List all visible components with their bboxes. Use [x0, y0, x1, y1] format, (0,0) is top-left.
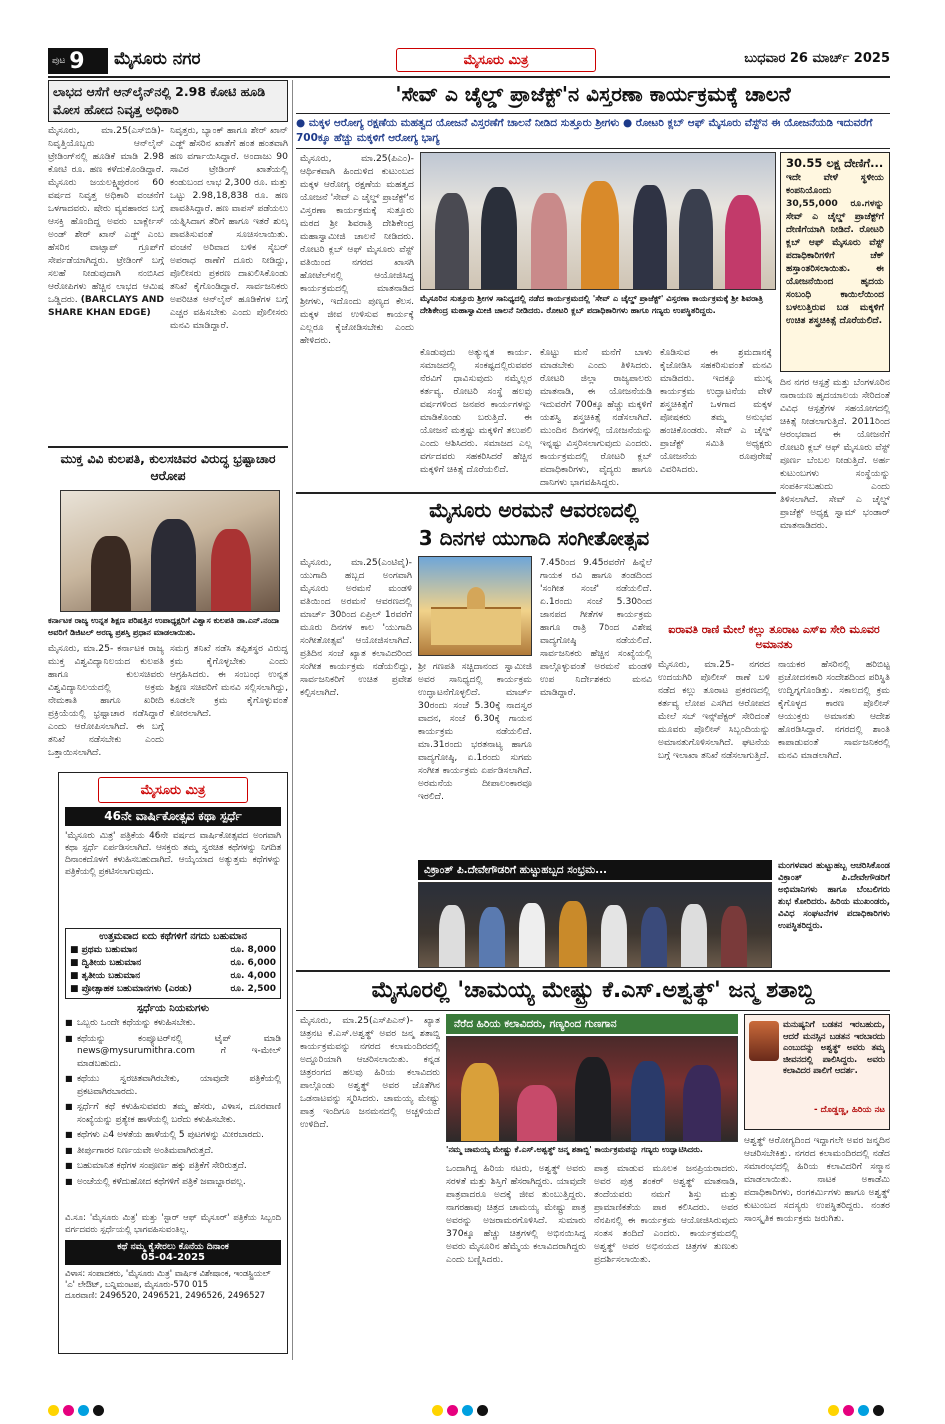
- contest-note: ವಿ.ಸೂ: 'ಮೈಸೂರು ಮಿತ್ರ' ಮತ್ತು 'ಸ್ಟಾರ್ ಆಫ್ ಮೈಸೂರ್' ಪತ್ರಿಕೆಯ ಸಿಬ್ಬಂದಿ ವರ್ಗದವರು ಸ್ಪರ್ಧೆಯಲ್ಲಿ ಭಾಗವಹಿಸುವಂತಿಲ್ಲ.: [65, 1213, 281, 1235]
- prize-label: ■ ಪ್ರಥಮ ಬಹುಮಾನ: [70, 945, 138, 955]
- prize-amount: ರೂ. 8,000: [230, 945, 276, 955]
- color-registration-center: [432, 1400, 492, 1419]
- vc-story-col2: ಸಮಗ್ರ ತನಿಖೆ ನಡೆಸಿ ತಪ್ಪಿತಸ್ಥರ ವಿರುದ್ಧ ಕ್ರಮ ಕೈಗೊಳ್ಳಬೇಕು ಎಂದು ಆಗ್ರಹಿಸಿದರು. ಈ ಸಂಬಂಧ ಉನ್ನತ ಶಿಕ್ಷಣ ಸಚಿವರಿಗೆ ಮನವಿ ಸಲ್ಲಿಸಲಾಗಿದ್ದು, ಕೂಡಲೇ ಕ್ರಮ ಕೈಗೊಳ್ಳುವಂತೆ ಕೋರಲಾಗಿದೆ.: [170, 643, 288, 719]
- yugadi-palace-photo: [418, 556, 532, 656]
- divider: [296, 970, 890, 972]
- prize-label: ■ ಪ್ರೋತ್ಸಾಹಕ ಬಹುಮಾನಗಳು (ಎರಡು): [70, 984, 192, 994]
- color-registration-right: [828, 1400, 888, 1419]
- contest-box: [58, 772, 288, 1354]
- contest-rules-title: ಸ್ಪರ್ಧೆಯ ನಿಯಮಗಳು: [136, 1003, 210, 1014]
- contest-rule-item: ■ ಕಥೆಯು ಸ್ವರಚಿತವಾಗಿರಬೇಕು, ಯಾವುದೇ ಪತ್ರಿಕೆಯಲ್ಲಿ ಪ್ರಕಟವಾಗಿರಬಾರದು.: [65, 1073, 281, 1098]
- bullet-icon: ●: [622, 117, 636, 129]
- masthead-text: ಮೈಸೂರು ಮಿತ್ರ: [463, 52, 529, 68]
- page-label: ಪುಟ: [52, 56, 66, 66]
- fraud-story-col1: [48, 124, 164, 442]
- contest-logo: [98, 777, 248, 803]
- contest-rule-item: ■ ಬಹುಮಾನಿತ ಕಥೆಗಳ ಸಂಪೂರ್ಣ ಹಕ್ಕು ಪತ್ರಿಕೆಗೆ ಸೇರಿರುತ್ತದೆ.: [65, 1160, 281, 1173]
- child-story-photo: [420, 152, 776, 290]
- divider: [296, 492, 776, 494]
- yugadi-col1: ಮೈಸೂರು, ಮಾ.25(ಎಂಟಿವೈ)- ಯುಗಾದಿ ಹಬ್ಬದ ಅಂಗವಾಗಿ ಮೈಸೂರು ಅರಮನೆ ಮಂಡಳಿ ವತಿಯಿಂದ ಅರಮನೆ ಆವರಣದಲ್ಲಿ ಮಾರ್ಚ್ 30ರಿಂದ ಏಪ್ರಿಲ್ 1ರವರೆಗೆ ಮೂರು ದಿನಗಳ ಕಾಲ 'ಯುಗಾದಿ ಸಂಗೀತೋತ್ಸವ' ಆಯೋಜಿಸಲಾಗಿದೆ. ಪ್ರತಿದಿನ ಸಂಜೆ ಖ್ಯಾತ ಕಲಾವಿದರಿಂದ ಸಂಗೀತ ಕಾರ್ಯಕ್ರಮ ನಡೆಯಲಿದ್ದು, ಸಾರ್ವಜನಿಕರಿಗೆ ಉಚಿತ ಪ್ರವೇಶ ಕಲ್ಪಿಸಲಾಗಿದೆ.: [300, 557, 412, 698]
- yugadi-headline-line1: ಮೈಸೂರು ಅರಮನೆ ಆವರಣದಲ್ಲಿ: [429, 498, 639, 522]
- ashwath-headline: ಮೈಸೂರಲ್ಲಿ 'ಚಾಮಯ್ಯ ಮೇಷ್ಟ್ರು ಕೆ.ಎಸ್.ಅಶ್ವತ್ಥ್' ಜನ್ಮ ಶತಾಬ್ದಿ: [371, 978, 815, 1003]
- stone-story-col2: ನಾಯಕರ ಹೆಸರಿನಲ್ಲಿ ಹರಿಬಿಟ್ಟ ಪ್ರಚೋದನಕಾರಿ ಸಂದೇಶದಿಂದ ಪರಿಸ್ಥಿತಿ ಉದ್ವಿಗ್ನಗೊಂಡಿತ್ತು. ಸಕಾಲದಲ್ಲಿ ಕ್ರಮ ಕೈಗೊಳ್ಳದ ಕಾರಣ ಪೊಲೀಸ್ ಆಯುಕ್ತರು ಅಮಾನತು ಆದೇಶ ಹೊರಡಿಸಿದ್ದಾರೆ. ನಗರದಲ್ಲಿ ಶಾಂತಿ ಕಾಪಾಡುವಂತೆ ಸಾರ್ವಜನಿಕರಲ್ಲಿ ಮನವಿ ಮಾಡಲಾಗಿದೆ.: [778, 659, 890, 761]
- child-story-subhead-1: ಮಕ್ಕಳ ಆರೋಗ್ಯ ರಕ್ಷಣೆಯ ಮಹತ್ವದ ಯೋಜನೆ ವಿಸ್ತರಣೆಗೆ ಚಾಲನೆ ನೀಡಿದ ಸುತ್ತೂರು ಶ್ರೀಗಳು: [308, 117, 620, 129]
- contest-rule-item: ■ ಸ್ಪರ್ಧೆಗೆ ಕಥೆ ಕಳುಹಿಸುವವರು ತಮ್ಮ ಹೆಸರು, ವಿಳಾಸ, ದೂರವಾಣಿ ಸಂಖ್ಯೆಯನ್ನು ಪ್ರತ್ಯೇಕ ಹಾಳೆಯಲ್ಲಿ ಬರೆದು ಕಳುಹಿಸಬೇಕು.: [65, 1101, 281, 1126]
- child-story-col4: ಕೊಡಿಸುವ ಈ ಶ್ರಮದಾನಕ್ಕೆ ಕೈಜೋಡಿಸಿ ಸಹಕರಿಸುವಂತೆ ಮನವಿ ಮಾಡಿದರು. ಇದಕ್ಕೂ ಮುನ್ನ ಕಾರ್ಯಕ್ರಮ ಉದ್ಘಾಟನೆಯ ವೇಳೆ ಶಸ್ತ್ರಚಿಕಿತ್ಸೆಗೆ ಒಳಗಾದ ಮಕ್ಕಳ ಪೋಷಕರು ತಮ್ಮ ಅನುಭವ ಹಂಚಿಕೊಂಡರು. ಸೇವ್ ಎ ಚೈಲ್ಡ್ ಪ್ರಾಜೆಕ್ಟ್ ಸಮಿತಿ ಅಧ್ಯಕ್ಷರು ಯೋಜನೆಯ ರೂಪುರೇಷೆ ವಿವರಿಸಿದರು.: [660, 347, 772, 475]
- contest-address: ವಿಳಾಸ: ಸಂಪಾದಕರು, 'ಮೈಸೂರು ಮಿತ್ರ' ವಾರ್ಷಿಕ ವಿಶೇಷಾಂಕ, ಇಂಡಸ್ಟ್ರಿಯಲ್ 'ಎ' ಲೇಔಟ್, ಬನ್ನಿಮಂಟಪ, ಮೈಸೂರು-570 015: [65, 1268, 271, 1289]
- contest-rules-list: [65, 1017, 281, 1213]
- page-header: [48, 48, 890, 74]
- contest-rule-item: ■ ಕಥೆಯನ್ನು ಕಂಪ್ಯೂಟರ್‌ನಲ್ಲಿ ಟೈಪ್ ಮಾಡಿ news@mysurumithra.com ಗೆ ಇ-ಮೇಲ್ ಮಾಡಬಹುದು.: [65, 1033, 281, 1071]
- prize-amount: ರೂ. 4,000: [230, 971, 276, 981]
- child-story-col2: ಕೊಡುವುದು ಅತ್ಯುನ್ನತ ಕಾರ್ಯ. ಸಮಾಜದಲ್ಲಿ ಸಂಕಷ್ಟದಲ್ಲಿರುವವರ ನೆರವಿಗೆ ಧಾವಿಸುವುದು ನಮ್ಮೆಲ್ಲರ ಕರ್ತವ್ಯ. ರೋಟರಿ ಸಂಸ್ಥೆ ಹಲವು ವರ್ಷಗಳಿಂದ ಜನಪರ ಕಾರ್ಯಗಳನ್ನು ಮಾಡಿಕೊಂಡು ಬರುತ್ತಿದೆ. ಈ ಯೋಜನೆ ಮತ್ತಷ್ಟು ಮಕ್ಕಳಿಗೆ ತಲುಪಲಿ ಎಂದು ಆಶಿಸಿದರು. ಸಮಾಜದ ಎಲ್ಲ ವರ್ಗದವರು ಸಹಕರಿಸಿದರೆ ಹೆಚ್ಚಿನ ಮಕ್ಕಳಿಗೆ ಚಿಕಿತ್ಸೆ ದೊರೆಯಲಿದೆ.: [420, 347, 532, 475]
- contest-rule-item: ■ ಒಬ್ಬರು ಒಂದೇ ಕಥೆಯನ್ನು ಕಳುಹಿಸಬೇಕು.: [65, 1017, 281, 1030]
- ashwath-col3: ಪಾತ್ರ ಮಾಡುವ ಮೂಲಕ ಜನಪ್ರಿಯರಾದರು. ಅವರ ಪುತ್ರ ಶಂಕರ್ ಅಶ್ವತ್ಥ್ ಮಾತನಾಡಿ, ತಂದೆಯವರು ನಮಗೆ ಶಿಸ್ತು ಮತ್ತು ಪ್ರಾಮಾಣಿಕತೆಯ ಪಾಠ ಕಲಿಸಿದರು. ಅವರ ನೆನಪಿನಲ್ಲಿ ಈ ಕಾರ್ಯಕ್ರಮ ಆಯೋಜಿಸಿರುವುದು ಸಂತಸ ತಂದಿದೆ ಎಂದರು. ಕಾರ್ಯಕ್ರಮದಲ್ಲಿ ಅಶ್ವತ್ಥ್ ಅವರ ಅಭಿನಯದ ಚಿತ್ರಗಳ ತುಣುಕು ಪ್ರದರ್ಶಿಸಲಾಯಿತು.: [594, 1163, 738, 1265]
- fraud-story-col1-tag: (BARCLAYS AND SHARE KHAN EDGE): [48, 294, 164, 318]
- contest-intro: 'ಮೈಸೂರು ಮಿತ್ರ' ಪತ್ರಿಕೆಯ 46ನೇ ವರ್ಷದ ವಾರ್ಷಿಕೋತ್ಸವದ ಅಂಗವಾಗಿ ಕಥಾ ಸ್ಪರ್ಧೆ ಏರ್ಪಡಿಸಲಾಗಿದೆ. ಆಸಕ್ತರು ತಮ್ಮ ಸ್ವರಚಿತ ಕಥೆಗಳನ್ನು ನಿಗದಿತ ದಿನಾಂಕದೊಳಗೆ ಕಳುಹಿಸಬಹುದಾಗಿದೆ. ಆಯ್ಕೆಯಾದ ಅತ್ಯುತ್ತಮ ಕಥೆಗಳನ್ನು ಪತ್ರಿಕೆಯಲ್ಲಿ ಪ್ರಕಟಿಸಲಾಗುವುದು.: [65, 831, 281, 877]
- color-registration-left: [48, 1400, 108, 1419]
- ashwath-quote-author: - ದೊಡ್ಡಣ್ಣ, ಹಿರಿಯ ನಟ: [814, 1105, 885, 1115]
- vc-story-headline: ಮುಕ್ತ ವಿವಿ ಕುಲಪತಿ, ಕುಲಸಚಿವರ ವಿರುದ್ಧ ಭ್ರಷ್ಟಾಚಾರ ಆರೋಪ: [60, 451, 276, 483]
- vc-story-caption: ಕರ್ನಾಟಕ ರಾಜ್ಯ ಉನ್ನತ ಶಿಕ್ಷಣ ಪರಿಷತ್ತಿನ ಉಪಾಧ್ಯಕ್ಷರಿಗೆ ವಿಶ್ವಾಸ ಕುಲಪತಿ ಡಾ.ಎನ್.ನಂದಾ ಅವರಿಗೆ ಡಿಜಿಟಲ್ ಅರಣ್ಯ ಪ್ರಶಸ್ತಿ ಪ್ರಧಾನ ಮಾಡಲಾಯಿತು.: [48, 616, 280, 637]
- contest-title: 46ನೇ ವಾರ್ಷಿಕೋತ್ಸವ ಕಥಾ ಸ್ಪರ್ಧೆ: [65, 807, 281, 826]
- child-story-col1: ಮೈಸೂರು, ಮಾ.25(ಪಿಎಂ)- ಆರ್ಥಿಕವಾಗಿ ಹಿಂದುಳಿದ ಕುಟುಂಬದ ಮಕ್ಕಳ ಆರೋಗ್ಯ ರಕ್ಷಣೆಯ ಮಹತ್ವದ ಯೋಜನೆ 'ಸೇವ್ ಎ ಚೈಲ್ಡ್ ಪ್ರಾಜೆಕ್ಟ್'ನ ವಿಸ್ತರಣಾ ಕಾರ್ಯಕ್ರಮಕ್ಕೆ ಸುತ್ತೂರು ಮಠದ ಶ್ರೀ ಶಿವರಾತ್ರಿ ದೇಶಿಕೇಂದ್ರ ಮಹಾಸ್ವಾಮೀಜಿ ಚಾಲನೆ ನೀಡಿದರು. ರೋಟರಿ ಕ್ಲಬ್ ಆಫ್ ಮೈಸೂರು ವೆಸ್ಟ್ ವತಿಯಿಂದ ನಗರದ ಖಾಸಗಿ ಹೋಟೆಲ್‌ನಲ್ಲಿ ಆಯೋಜಿಸಿದ್ದ ಕಾರ್ಯಕ್ರಮದಲ್ಲಿ ಮಾತನಾಡಿದ ಶ್ರೀಗಳು, ಇದೊಂದು ಪುಣ್ಯದ ಕೆಲಸ. ಮಕ್ಕಳ ಜೀವ ಉಳಿಸುವ ಕಾರ್ಯಕ್ಕೆ ಎಲ್ಲರೂ ಕೈಜೋಡಿಸಬೇಕು ಎಂದು ಹೇಳಿದರು.: [300, 153, 414, 346]
- divider: [296, 1010, 890, 1011]
- contest-deadline-date: 05-04-2025: [141, 1252, 205, 1263]
- donation-sidebar-title: 30.55 ಲಕ್ಷ ದೇಣಿಗೆ...: [786, 156, 884, 170]
- ashwath-quote-box: [744, 1014, 890, 1130]
- contest-deadline-label: ಕಥೆ ನಮ್ಮ ಕೈಸೇರಲು ಕೊನೆಯ ದಿನಾಂಕ: [117, 1242, 229, 1252]
- divider: [48, 446, 288, 448]
- donation-sidebar: [780, 152, 890, 372]
- fraud-story-col2: ನಿವೃತ್ತರು, ಬ್ಯಾಂಕ್ ಹಾಗೂ ಶೇರ್ ಖಾನ್ ಎಡ್ಜ್ ಹೆಸರಿನ ಖಾತೆಗೆ ಹಂತ ಹಂತವಾಗಿ ಹಣ ವರ್ಗಾಯಿಸಿದ್ದಾರೆ. ಅಂದಾಜು 90 ಸಾವಿರ ಟ್ರೇಡಿಂಗ್ ಖಾತೆಯಲ್ಲಿ ಕಂಡುಬಂದ ಲಾಭ 2,300 ರೂ. ಮತ್ತು ಒಟ್ಟು 2.98,18,838 ರೂ. ಹಣ ಪಾವತಿಸಿದ್ದಾರೆ. ಹಣ ವಾಪಸ್ ಪಡೆಯಲು ಯತ್ನಿಸಿದಾಗ ತೆರಿಗೆ ಹಾಗೂ ಇತರೆ ಶುಲ್ಕ ಪಾವತಿಸುವಂತೆ ಸೂಚಿಸಲಾಯಿತು. ವಂಚನೆ ಅರಿವಾದ ಬಳಿಕ ಸೈಬರ್ ಅಪರಾಧ ಠಾಣೆಗೆ ದೂರು ನೀಡಿದ್ದು, ಪೊಲೀಸರು ಪ್ರಕರಣ ದಾಖಲಿಸಿಕೊಂಡು ತನಿಖೆ ಕೈಗೊಂಡಿದ್ದಾರೆ. ಸಾರ್ವಜನಿಕರು ಅಪರಿಚಿತ ಆನ್‌ಲೈನ್ ಹೂಡಿಕೆಗಳ ಬಗ್ಗೆ ಎಚ್ಚರ ವಹಿಸಬೇಕು ಎಂದು ಪೊಲೀಸರು ಮನವಿ ಮಾಡಿದ್ದಾರೆ.: [170, 125, 288, 331]
- column-divider: [292, 80, 293, 1360]
- yugadi-col2: ಶ್ರೀ ಗಣಪತಿ ಸಚ್ಚಿದಾನಂದ ಸ್ವಾಮೀಜಿ ಅವರ ಸಾನಿಧ್ಯದಲ್ಲಿ ಕಾರ್ಯಕ್ರಮ ಉದ್ಘಾಟನೆಗೊಳ್ಳಲಿದೆ. ಮಾರ್ಚ್ 30ರಂದು ಸಂಜೆ 5.30ಕ್ಕೆ ನಾದಸ್ವರ ವಾದನ, ಸಂಜೆ 6.30ಕ್ಕೆ ಗಾಯನ ಕಾರ್ಯಕ್ರಮ ನಡೆಯಲಿದೆ. ಮಾ.31ರಂದು ಭರತನಾಟ್ಯ ಹಾಗೂ ವಾದ್ಯಗೋಷ್ಠಿ, ಏ.1ರಂದು ಸುಗಮ ಸಂಗೀತ ಕಾರ್ಯಕ್ರಮ ಏರ್ಪಡಿಸಲಾಗಿದೆ. ಅರಮನೆಯ ದೀಪಾಲಂಕಾರವೂ ಇರಲಿದೆ.: [418, 661, 532, 802]
- prize-amount: ರೂ. 6,000: [230, 958, 276, 968]
- ashwath-col1: ಮೈಸೂರು, ಮಾ.25(ಎಸ್‌ಪಿಎನ್)- ಖ್ಯಾತ ಚಿತ್ರನಟ ಕೆ.ಎಸ್.ಅಶ್ವತ್ಥ್ ಅವರ ಜನ್ಮ ಶತಾಬ್ದಿ ಕಾರ್ಯಕ್ರಮವನ್ನು ನಗರದ ಕಲಾಮಂದಿರದಲ್ಲಿ ಅದ್ದೂರಿಯಾಗಿ ಆಚರಿಸಲಾಯಿತು. ಕನ್ನಡ ಚಿತ್ರರಂಗದ ಹಲವು ಹಿರಿಯ ಕಲಾವಿದರು ಪಾಲ್ಗೊಂಡು ಅಶ್ವತ್ಥ್ ಅವರ ಜೊತೆಗಿನ ಒಡನಾಟವನ್ನು ಸ್ಮರಿಸಿದರು. ಚಾಮಯ್ಯ ಮೇಷ್ಟ್ರು ಪಾತ್ರ ಇಂದಿಗೂ ಜನಮನದಲ್ಲಿ ಅಚ್ಚಳಿಯದೆ ಉಳಿದಿದೆ.: [300, 1015, 440, 1130]
- stone-story-col1: ಮೈಸೂರು, ಮಾ.25- ನಗರದ ಉದಯಗಿರಿ ಪೊಲೀಸ್ ಠಾಣೆ ಬಳಿ ನಡೆದ ಕಲ್ಲು ತೂರಾಟ ಪ್ರಕರಣದಲ್ಲಿ ಕರ್ತವ್ಯ ಲೋಪ ಎಸಗಿದ ಆರೋಪದ ಮೇಲೆ ಸಬ್ ಇನ್ಸ್‌ಪೆಕ್ಟರ್ ಸೇರಿದಂತೆ ಮೂವರು ಪೊಲೀಸ್ ಸಿಬ್ಬಂದಿಯನ್ನು ಅಮಾನತುಗೊಳಿಸಲಾಗಿದೆ. ಘಟನೆಯ ಬಗ್ಗೆ ಇಲಾಖಾ ತನಿಖೆ ನಡೆಸಲಾಗುತ್ತಿದೆ.: [658, 659, 770, 761]
- donation-sidebar-text: ಇದೇ ವೇಳೆ ಸ್ಥಳೀಯ ಕಂಪನಿಯೊಂದು 30,55,000 ರೂ.ಗಳನ್ನು ಸೇವ್ ಎ ಚೈಲ್ಡ್ ಪ್ರಾಜೆಕ್ಟ್‌ಗೆ ದೇಣಿಗೆಯಾಗಿ ನೀಡಿದೆ. ರೋಟರಿ ಕ್ಲಬ್ ಆಫ್ ಮೈಸೂರು ವೆಸ್ಟ್ ಪದಾಧಿಕಾರಿಗಳಿಗೆ ಚೆಕ್ ಹಸ್ತಾಂತರಿಸಲಾಯಿತು. ಈ ಯೋಜನೆಯಿಂದ ಹೃದಯ ಸಂಬಂಧಿ ಕಾಯಿಲೆಯಿಂದ ಬಳಲುತ್ತಿರುವ ಬಡ ಮಕ್ಕಳಿಗೆ ಉಚಿತ ಶಸ್ತ್ರಚಿಕಿತ್ಸೆ ದೊರೆಯಲಿದೆ.: [786, 172, 884, 326]
- stone-story-headline: ಐರಾವತಿ ರಾಣಿ ಮೇಲೆ ಕಲ್ಲು ತೂರಾಟ ಎಸ್‌ಐ ಸೇರಿ ಮೂವರ ಅಮಾನತು: [668, 623, 880, 651]
- page-number-badge: [48, 48, 108, 74]
- vc-story-col1: ಮೈಸೂರು, ಮಾ.25- ಕರ್ನಾಟಕ ರಾಜ್ಯ ಮುಕ್ತ ವಿಶ್ವವಿದ್ಯಾನಿಲಯದ ಕುಲಪತಿ ಹಾಗೂ ಕುಲಸಚಿವರು ವಿಶ್ವವಿದ್ಯಾನಿಲಯದಲ್ಲಿ ಅಕ್ರಮ ನೇಮಕಾತಿ ಹಾಗೂ ಖರೀದಿ ಪ್ರಕ್ರಿಯೆಯಲ್ಲಿ ಭ್ರಷ್ಟಾಚಾರ ನಡೆಸಿದ್ದಾರೆ ಎಂದು ಆರೋಪಿಸಲಾಗಿದೆ. ಈ ಬಗ್ಗೆ ತನಿಖೆ ನಡೆಸಬೇಕು ಎಂದು ಒತ್ತಾಯಿಸಲಾಗಿದೆ.: [48, 643, 164, 758]
- page-number: 9: [69, 48, 85, 74]
- contest-rule-item: ■ ಕಥೆಗಳು ಎ4 ಅಳತೆಯ ಹಾಳೆಯಲ್ಲಿ 5 ಪುಟಗಳನ್ನು ಮೀರಬಾರದು.: [65, 1129, 281, 1142]
- yugadi-headline-line2: 3 ದಿನಗಳ ಯುಗಾದಿ ಸಂಗೀತೋತ್ಸವ: [418, 526, 650, 550]
- prize-amount: ರೂ. 2,500: [230, 984, 276, 994]
- contest-phone: ದೂರವಾಣಿ: 2496520, 2496521, 2496526, 2496527: [65, 1290, 266, 1300]
- yugadi-col3: 7.45ರಿಂದ 9.45ರವರೆಗೆ ಹಿನ್ನೆಲೆ ಗಾಯಕ ರವಿ ಹಾಗೂ ತಂಡದಿಂದ 'ಸಂಗೀತ ಸಂಜೆ' ನಡೆಯಲಿದೆ. ಏ.1ರಂದು ಸಂಜೆ 5.30ರಿಂದ ಜಾನಪದ ಗೀತೆಗಳ ಕಾರ್ಯಕ್ರಮ ಹಾಗೂ ರಾತ್ರಿ 7ರಿಂದ ವಿಶೇಷ ವಾದ್ಯಗೋಷ್ಠಿ ನಡೆಯಲಿದೆ. ಸಾರ್ವಜನಿಕರು ಹೆಚ್ಚಿನ ಸಂಖ್ಯೆಯಲ್ಲಿ ಪಾಲ್ಗೊಳ್ಳುವಂತೆ ಅರಮನೆ ಮಂಡಳಿ ಉಪ ನಿರ್ದೇಶಕರು ಮನವಿ ಮಾಡಿದ್ದಾರೆ.: [540, 557, 652, 698]
- fraud-story-headline: ಲಾಭದ ಆಸೆಗೆ ಆನ್‌ಲೈನ್‌ನಲ್ಲಿ 2.98 ಕೋಟಿ ಹೂಡಿ ಮೋಸ ಹೋದ ನಿವೃತ್ತ ಅಧಿಕಾರಿ: [53, 84, 266, 117]
- prize-label: ■ ದ್ವಿತೀಯ ಬಹುಮಾನ: [70, 958, 142, 968]
- prize-label: ■ ತೃತೀಯ ಬಹುಮಾನ: [70, 971, 141, 981]
- prize-row: [70, 970, 276, 983]
- bullet-icon: ●: [296, 117, 309, 129]
- child-story-subhead-2: ರೋಟರಿ ಕ್ಲಬ್ ಆಫ್ ಮೈಸೂರು ವೆಸ್ಟ್‌ನ ಈ ಯೋಜನೆಯಡಿ ಇದುವರೆಗೆ 700ಕ್ಕೂ ಹೆಚ್ಚು ಮಕ್ಕಳಿಗೆ ಆರೋಗ್ಯ ಭಾಗ್ಯ: [296, 117, 873, 144]
- divider: [296, 148, 890, 149]
- ashwath-caption: 'ನಮ್ಮ ಚಾಮಯ್ಯ ಮೇಷ್ಟ್ರು ಕೆ.ಎಸ್.ಅಶ್ವತ್ಥ್ ಜನ್ಮ ಶತಾಬ್ದಿ' ಕಾರ್ಯಕ್ರಮವನ್ನು ಗಣ್ಯರು ಉದ್ಘಾಟಿಸಿದರು.: [446, 1145, 703, 1154]
- birthday-caption: ಮಂಗಳವಾರ ಹುಟ್ಟುಹಬ್ಬ ಆಚರಿಸಿಕೊಂಡ ವಿಕ್ರಾಂತ್ ಪಿ.ದೇವೇಗೌಡರಿಗೆ ಅಭಿಮಾನಿಗಳು ಹಾಗೂ ಬೆಂಬಲಿಗರು ಶುಭ ಕೋರಿದರು. ಹಿರಿಯ ಮುಖಂಡರು, ವಿವಿಧ ಸಂಘಟನೆಗಳ ಪದಾಧಿಕಾರಿಗಳು ಉಪಸ್ಥಿತರಿದ್ದರು.: [778, 861, 890, 931]
- contest-logo-text: ಮೈಸೂರು ಮಿತ್ರ: [140, 782, 206, 798]
- issue-date: ಬುಧವಾರ 26 ಮಾರ್ಚ್ 2025: [744, 51, 890, 66]
- ashwath-photo: [446, 1036, 738, 1142]
- contest-rule-item: ■ ತೀರ್ಪುಗಾರರ ನಿರ್ಣಯವೇ ಅಂತಿಮವಾಗಿರುತ್ತದೆ.: [65, 1145, 281, 1158]
- child-story-col5: ದಿನ ನಗರ ಆಸ್ಪತ್ರೆ ಮತ್ತು ಬೆಂಗಳೂರಿನ ನಾರಾಯಣ ಹೃದಯಾಲಯ ಸೇರಿದಂತೆ ವಿವಿಧ ಆಸ್ಪತ್ರೆಗಳ ಸಹಯೋಗದಲ್ಲಿ ಚಿಕಿತ್ಸೆ ನೀಡಲಾಗುತ್ತಿದೆ. 2011ರಿಂದ ಆರಂಭವಾದ ಈ ಯೋಜನೆಗೆ ರೋಟರಿ ಕ್ಲಬ್ ಆಫ್ ಮೈಸೂರು ವೆಸ್ಟ್ ಪೂರ್ಣ ಬೆಂಬಲ ನೀಡುತ್ತಿದೆ. ಅರ್ಹ ಕುಟುಂಬಗಳು ಸಂಸ್ಥೆಯನ್ನು ಸಂಪರ್ಕಿಸಬಹುದು ಎಂದು ತಿಳಿಸಲಾಗಿದೆ. ಸೇವ್ ಎ ಚೈಲ್ಡ್ ಪ್ರಾಜೆಕ್ಟ್ ಅಧ್ಯಕ್ಷ ಸ್ವಾಮ್ ಭಂಡಾರ್ ಮಾತನಾಡಿದರು.: [780, 377, 890, 531]
- birthday-headline: ವಿಕ್ರಾಂತ್ ಪಿ.ದೇವೇಗೌಡರಿಗೆ ಹುಟ್ಟುಹಬ್ಬದ ಸಂಭ್ರಮ...: [424, 864, 608, 876]
- ashwath-banner-text: ನೆರೆದ ಹಿರಿಯ ಕಲಾವಿದರು, ಗಣ್ಯರಿಂದ ಗುಣಗಾನ: [454, 1018, 617, 1030]
- contest-prizes-box: [65, 928, 281, 999]
- prize-row: [70, 944, 276, 957]
- birthday-headline-box: [418, 860, 772, 880]
- fraud-story-headline-box: [48, 80, 288, 122]
- ashwath-quote: ಮನುಷ್ಯನಿಗೆ ಬಡತನ ಇರಬಹುದು, ಆದರೆ ಮನಸ್ಸಿನ ಬಡತನ ಇರಬಾರದು ಎಂಬುದನ್ನು ಅಶ್ವತ್ಥ್ ಅವರು ತಮ್ಮ ಜೀವನದಲ್ಲಿ ಪಾಲಿಸಿದ್ದರು. ಅವರು ಕಲಾವಿದರ ಪಾಲಿಗೆ ಆದರ್ಶ.: [783, 1019, 885, 1075]
- vc-story-photo: [60, 490, 280, 612]
- prize-row: [70, 957, 276, 970]
- fraud-story-col1-text: ಮೈಸೂರು, ಮಾ.25(ಎಸ್‌ಬಿಡಿ)- ನಿವೃತ್ತಿಯೊಬ್ಬರು ಆನ್‌ಲೈನ್ ಟ್ರೇಡಿಂಗ್‌ನಲ್ಲಿ ಹೂಡಿಕೆ ಮಾಡಿ 2.98 ಕೋಟಿ ರೂ. ಹಣ ಕಳೆದುಕೊಂಡಿದ್ದಾರೆ. ಮೈಸೂರು ಜಯಲಕ್ಷ್ಮಿಪುರಂನ 60 ವರ್ಷದ ನಿವೃತ್ತ ಅಧಿಕಾರಿ ವಂಚನೆಗೆ ಒಳಗಾದವರು. ಷೇರು ವ್ಯವಹಾರದ ಬಗ್ಗೆ ಆಸಕ್ತಿ ಹೊಂದಿದ್ದ ಅವರು ಬಾರ್ಕ್ಲೇಸ್ ಅಂಡ್ ಶೇರ್ ಖಾನ್ ಎಡ್ಜ್ ಎಂಬ ಹೆಸರಿನ ವಾಟ್ಸಾಪ್ ಗ್ರೂಪ್‌ಗೆ ಸೇರ್ಪಡೆಯಾಗಿದ್ದರು. ಟ್ರೇಡಿಂಗ್ ಬಗ್ಗೆ ಸಲಹೆ ನೀಡುವುದಾಗಿ ನಂಬಿಸಿದ ಆರೋಪಿಗಳು ಹೆಚ್ಚಿನ ಲಾಭದ ಆಮಿಷ ಒಡ್ಡಿದರು.: [48, 125, 164, 305]
- ashwath-col2: ಒಂದಾಗಿದ್ದ ಹಿರಿಯ ನಟರು, ಅಶ್ವತ್ಥ್ ಅವರು ಸರಳತೆ ಮತ್ತು ಶಿಸ್ತಿಗೆ ಹೆಸರಾಗಿದ್ದರು. ಯಾವುದೇ ಪಾತ್ರವಾದರೂ ಅದಕ್ಕೆ ಜೀವ ತುಂಬುತ್ತಿದ್ದರು. ನಾಗರಹಾವು ಚಿತ್ರದ ಚಾಮಯ್ಯ ಮೇಷ್ಟ್ರು ಪಾತ್ರ ಅವರನ್ನು ಅಜರಾಮರಗೊಳಿಸಿದೆ. ಸುಮಾರು 370ಕ್ಕೂ ಹೆಚ್ಚು ಚಿತ್ರಗಳಲ್ಲಿ ಅಭಿನಯಿಸಿದ್ದ ಅವರು ಮೈಸೂರಿನ ಹೆಮ್ಮೆಯ ಕಲಾವಿದರಾಗಿದ್ದರು ಎಂದು ಬಣ್ಣಿಸಿದರು.: [446, 1163, 586, 1265]
- divider: [296, 113, 890, 114]
- contest-prizes-title: ಉತ್ತಮವಾದ ಐದು ಕಥೆಗಳಿಗೆ ನಗದು ಬಹುಮಾನ: [99, 931, 247, 942]
- masthead-logo: [396, 48, 596, 72]
- section-title: ಮೈಸೂರು ನಗರ: [114, 49, 201, 69]
- birthday-photo: [418, 882, 772, 968]
- ashwath-col4: ಆಶ್ವತ್ಥ್ ಆರೋಗ್ಯದಿಂದ ಇದ್ದಾಗಲೇ ಅವರ ಜನ್ಮದಿನ ಆಚರಿಸಬೇಕಿತ್ತು. ನಗರದ ಕಲಾಮಂದಿರದಲ್ಲಿ ನಡೆದ ಸಮಾರಂಭದಲ್ಲಿ ಹಿರಿಯ ಕಲಾವಿದರಿಗೆ ಸನ್ಮಾನ ಮಾಡಲಾಯಿತು. ನಾಟಕ ಅಕಾಡೆಮಿ ಪದಾಧಿಕಾರಿಗಳು, ರಂಗಕರ್ಮಿಗಳು ಹಾಗೂ ಅಶ್ವತ್ಥ್ ಕುಟುಂಬದ ಸದಸ್ಯರು ಉಪಸ್ಥಿತರಿದ್ದರು. ನಂತರ ಸಾಂಸ್ಕೃತಿಕ ಕಾರ್ಯಕ್ರಮ ಜರುಗಿತು.: [744, 1135, 890, 1224]
- contest-deadline-box: [65, 1240, 281, 1265]
- child-story-subhead: [296, 116, 890, 146]
- ashwath-portrait: [749, 1021, 779, 1061]
- child-story-col3: ಕೊಟ್ಟು ಮನೆ ಮನೆಗೆ ಬಾಳು ಮಾಡಬೇಕು ಎಂದು ತಿಳಿಸಿದರು. ರೋಟರಿ ಜಿಲ್ಲಾ ರಾಜ್ಯಪಾಲರು ಮಾತನಾಡಿ, ಈ ಯೋಜನೆಯಡಿ ಇದುವರೆಗೆ 700ಕ್ಕೂ ಹೆಚ್ಚು ಮಕ್ಕಳಿಗೆ ಯಶಸ್ವಿ ಶಸ್ತ್ರಚಿಕಿತ್ಸೆ ನಡೆಸಲಾಗಿದೆ. ಮುಂದಿನ ದಿನಗಳಲ್ಲಿ ಯೋಜನೆಯನ್ನು ಇನ್ನಷ್ಟು ವಿಸ್ತರಿಸಲಾಗುವುದು ಎಂದರು. ಕಾರ್ಯಕ್ರಮದಲ್ಲಿ ರೋಟರಿ ಕ್ಲಬ್ ಪದಾಧಿಕಾರಿಗಳು, ವೈದ್ಯರು ಹಾಗೂ ದಾನಿಗಳು ಭಾಗವಹಿಸಿದ್ದರು.: [540, 347, 652, 488]
- contest-prize-list: [70, 944, 276, 996]
- child-story-caption: ಮೈಸೂರಿನ ಸುತ್ತೂರು ಶ್ರೀಗಳ ಸಾನಿಧ್ಯದಲ್ಲಿ ನಡೆದ ಕಾರ್ಯಕ್ರಮದಲ್ಲಿ 'ಸೇವ್ ಎ ಚೈಲ್ಡ್ ಪ್ರಾಜೆಕ್ಟ್' ವಿಸ್ತರಣಾ ಕಾರ್ಯಕ್ರಮಕ್ಕೆ ಶ್ರೀ ಶಿವರಾತ್ರಿ ದೇಶಿಕೇಂದ್ರ ಮಹಾಸ್ವಾಮೀಜಿ ಚಾಲನೆ ನೀಡಿದರು. ರೋಟರಿ ಕ್ಲಬ್ ಪದಾಧಿಕಾರಿಗಳು ಹಾಗೂ ಗಣ್ಯರು ಉಪಸ್ಥಿತರಿದ್ದರು.: [420, 293, 763, 315]
- ashwath-banner: [446, 1014, 738, 1034]
- prize-row: [70, 983, 276, 996]
- contest-rule-item: ■ ಅಂಚೆಯಲ್ಲಿ ಕಳೆದುಹೋದ ಕಥೆಗಳಿಗೆ ಪತ್ರಿಕೆ ಜವಾಬ್ದಾರವಲ್ಲ.: [65, 1176, 281, 1189]
- child-story-headline: 'ಸೇವ್ ಎ ಚೈಲ್ಡ್ ಪ್ರಾಜೆಕ್ಟ್'ನ ವಿಸ್ತರಣಾ ಕಾರ್ಯಕ್ರಮಕ್ಕೆ ಚಾಲನೆ: [395, 82, 791, 106]
